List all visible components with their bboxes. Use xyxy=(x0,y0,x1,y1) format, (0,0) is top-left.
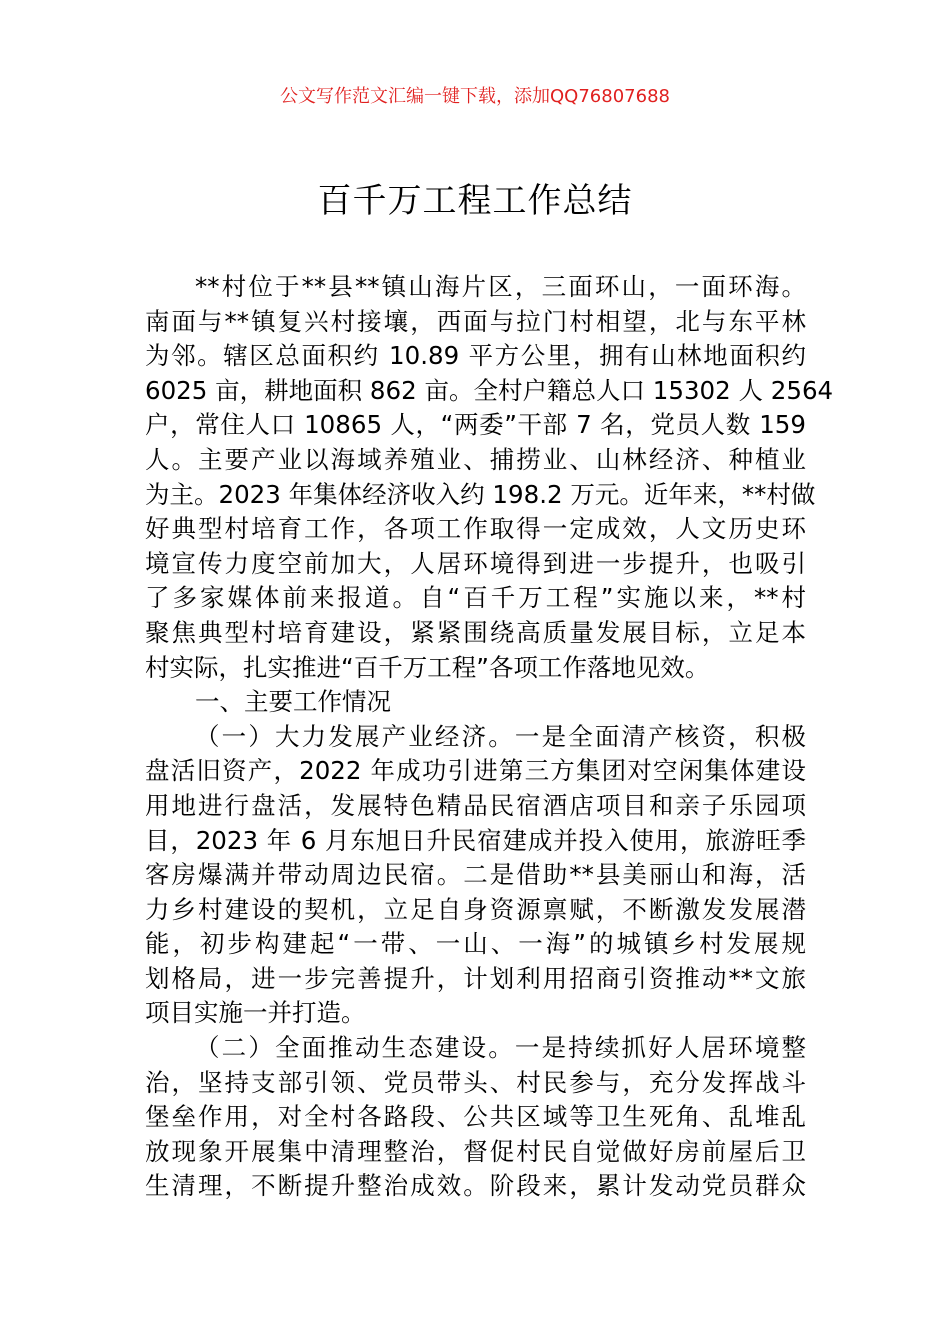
text-line: 境宣传力度空前加大，人居环境得到进一步提升，也吸引 xyxy=(145,548,806,578)
text-line: 6025 亩，耕地面积 862 亩。全村户籍总人口 15302 人 2564 xyxy=(145,375,834,405)
text-line: （二）全面推动生态建设。一是持续抓好人居环境整 xyxy=(195,1033,806,1063)
text-line: 了多家媒体前来报道。自“百千万工程”实施以来，**村 xyxy=(145,583,806,613)
text-line: **村位于**县**镇山海片区，三面环山，一面环海。 xyxy=(195,272,806,301)
paragraph xyxy=(145,1031,806,1204)
text-line: 客房爆满并带动周边民宿。二是借助**县美丽山和海，活 xyxy=(145,860,806,890)
text-line: 用地进行盘活，发展特色精品民宿酒店项目和亲子乐园项 xyxy=(145,790,806,820)
paragraph xyxy=(145,270,834,685)
text-line: 生清理，不断提升整治成效。阶段来，累计发动党员群众 xyxy=(145,1171,806,1201)
text-line: 力乡村建设的契机，立足自身资源禀赋，不断激发发展潜 xyxy=(145,894,806,924)
text-line: 户，常住人口 10865 人，“两委”干部 7 名，党员人数 159 xyxy=(145,410,806,440)
text-line: 聚焦典型村培育建设，紧紧围绕高质量发展目标，立足本 xyxy=(145,617,806,647)
paragraph xyxy=(145,720,806,1031)
text-line: 南面与**镇复兴村接壤，西面与拉门村相望，北与东平林 xyxy=(145,306,806,336)
text-line: 放现象开展集中清理整治，督促村民自觉做好房前屋后卫 xyxy=(145,1136,806,1166)
text-line: 能，初步构建起“一带、一山、一海”的城镇乡村发展规 xyxy=(145,929,806,959)
text-line: 堡垒作用，对全村各路段、公共区域等卫生死角、乱堆乱 xyxy=(145,1102,806,1132)
text-line: 为邻。辖区总面积约 10.89 平方公里，拥有山林地面积约 xyxy=(145,341,806,371)
text-line: （一）大力发展产业经济。一是全面清产核资，积极 xyxy=(195,721,806,751)
text-line: 村实际，扎实推进“百千万工程”各项工作落地见效。 xyxy=(145,652,710,682)
paragraph xyxy=(145,685,806,720)
download-banner: 公文写作范文汇编一键下载，添加QQ76807688 xyxy=(280,86,670,107)
text-line: 盘活旧资产，2022 年成功引进第三方集团对空闲集体建设 xyxy=(145,756,806,786)
text-line: 划格局，进一步完善提升，计划利用招商引资推动**文旅 xyxy=(145,963,806,993)
text-line: 一、主要工作情况 xyxy=(195,687,391,717)
text-line: 为主。2023 年集体经济收入约 198.2 万元。近年来，**村做 xyxy=(145,479,816,509)
text-line: 目，2023 年 6 月东旭日升民宿建成并投入使用，旅游旺季 xyxy=(145,825,806,855)
document-body xyxy=(145,270,834,1204)
text-line: 项目实施一并打造。 xyxy=(145,998,366,1028)
text-line: 好典型村培育工作，各项工作取得一定成效，人文历史环 xyxy=(145,514,806,544)
document-title: 百千万工程工作总结 xyxy=(317,181,633,221)
text-line: 治，坚持支部引领、党员带头、村民参与，充分发挥战斗 xyxy=(145,1067,806,1097)
text-line: 人。主要产业以海域养殖业、捕捞业、山林经济、种植业 xyxy=(145,444,806,474)
